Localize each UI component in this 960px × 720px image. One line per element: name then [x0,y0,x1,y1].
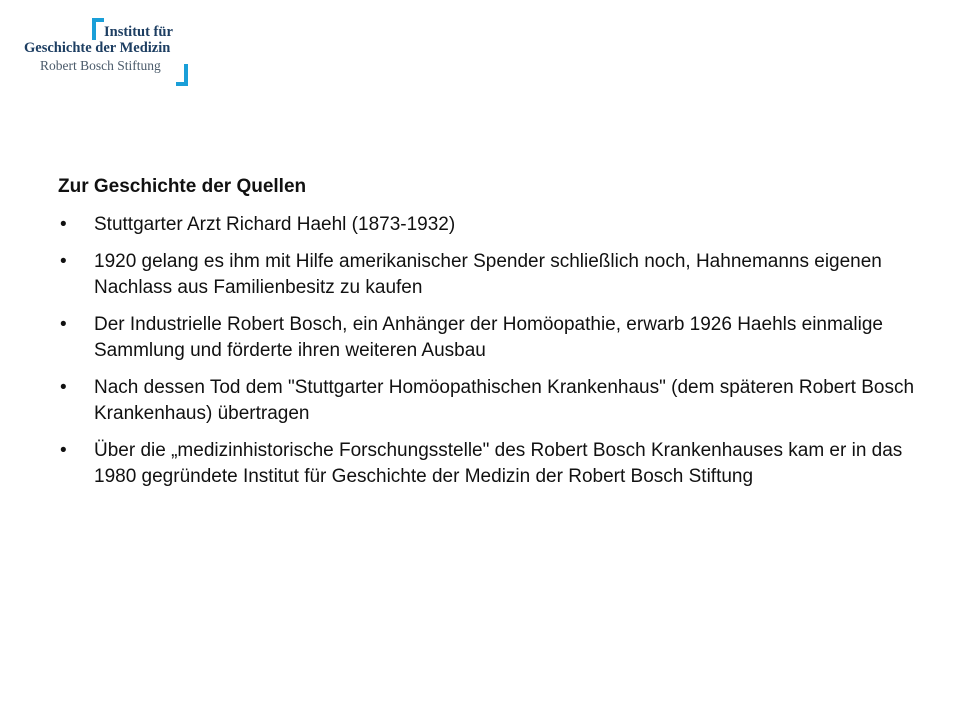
bullet-marker: • [60,214,67,235]
bullet-item [58,312,918,364]
bullet-marker: • [60,377,67,398]
bullet-text: Nach dessen Tod dem "Stuttgarter Homöopathischen Krankenhaus" (dem späteren Robert Bosch Krankenhaus) übertragen [94,377,915,424]
bullet-marker: • [60,440,67,461]
bullet-item [58,249,918,301]
logo-line-3: Robert Bosch Stiftung [40,58,161,73]
logo-bracket-bottom-right [176,64,188,86]
bullet-marker: • [60,251,67,272]
logo-line-2: Geschichte der Medizin [24,40,171,56]
bullet-text: Über die „medizinhistorische Forschungsstelle" des Robert Bosch Krankenhauses kam er in das 1980 gegründete Institut für Geschichte der Medizin der Robert Bosch Stiftung [94,440,903,487]
bullet-item [58,212,918,238]
bullet-marker: • [60,314,67,335]
bullet-list [58,212,918,490]
logo-bracket-top-left [92,18,104,40]
bullet-item [58,438,918,490]
bullet-text: Stuttgarter Arzt Richard Haehl (1873-1932) [94,214,456,235]
bullet-text: 1920 gelang es ihm mit Hilfe amerikanischer Spender schließlich noch, Hahnemanns eigenen Nachlass aus Familienbesitz zu kaufen [94,251,882,298]
bullet-text: Der Industrielle Robert Bosch, ein Anhänger der Homöopathie, erwarb 1926 Haehls einmalige Sammlung und förderte ihren weiteren Ausbau [94,314,883,361]
slide-content [58,174,918,501]
logo-line-1: Institut für [104,24,173,40]
slide-heading: Zur Geschichte der Quellen [58,176,307,197]
bullet-item [58,375,918,427]
institute-logo [24,18,194,88]
